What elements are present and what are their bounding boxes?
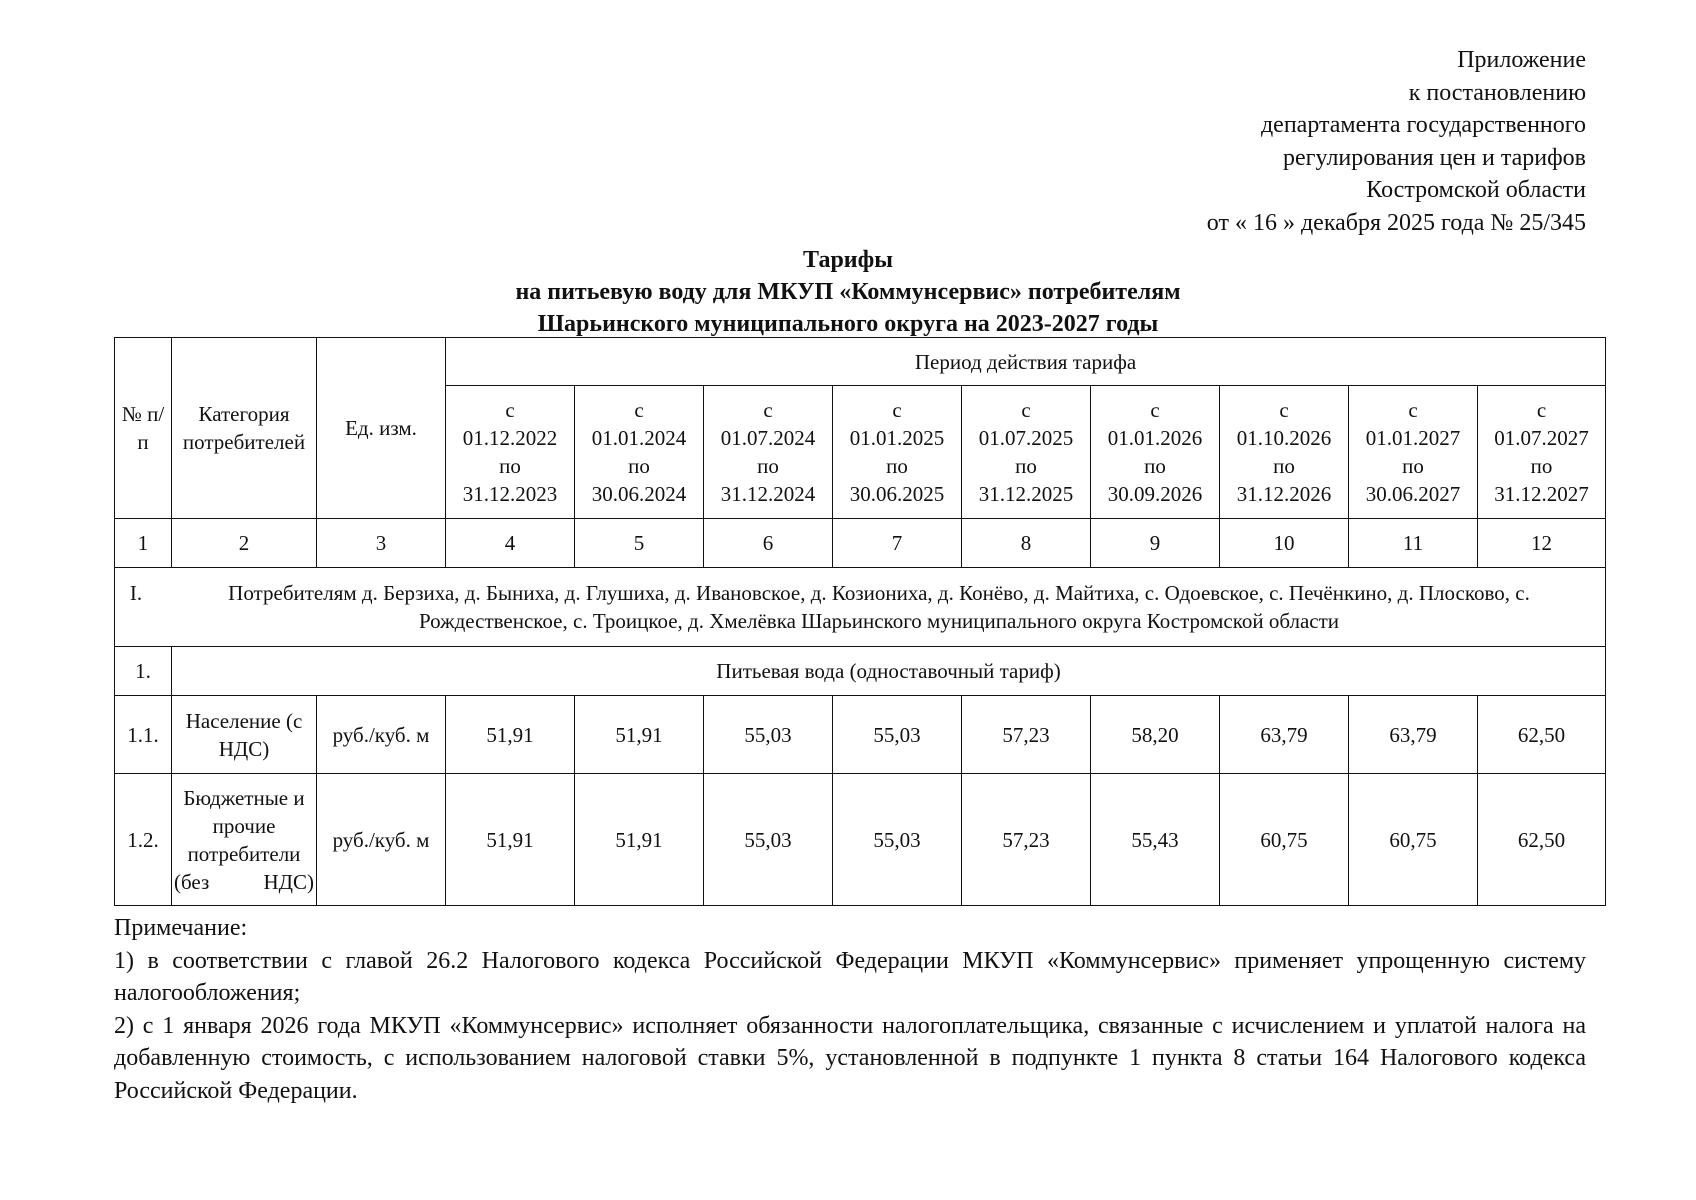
period-from: 01.07.2024 (720, 426, 816, 450)
period-header-cell (575, 386, 704, 519)
approval-line: к постановлению (1408, 79, 1586, 106)
column-number: 12 (1478, 519, 1606, 568)
period-from-label: с (1408, 398, 1418, 422)
period-from: 01.01.2026 (1107, 426, 1203, 450)
notes-block (114, 912, 1586, 1107)
tariff-value: 60,75 (1220, 774, 1349, 906)
tariff-value: 55,03 (704, 696, 833, 774)
note-item: 2) с 1 января 2026 года МКУП «Коммунсервис» исполняет обязанности налогоплательщика, связанные с исчислением и уплатой налога на добавленную стоимость, с использованием налоговой ставки 5%, установленной в подпункте 1 пункта 8 статьи 164 Налогового кодекса Российской Федерации. (114, 1012, 1586, 1104)
header-num: № п/п (115, 338, 172, 519)
period-header-cell (704, 386, 833, 519)
row-category: Бюджетные и прочие потребители (без НДС) (172, 774, 317, 906)
header-category: Категория потребителей (172, 338, 317, 519)
period-header-cell (1091, 386, 1220, 519)
note-item: 1) в соответствии с главой 26.2 Налогового кодекса Российской Федерации МКУП «Коммунсервис» применяет упрощенную систему налогообложения; (114, 947, 1586, 1006)
period-to: 31.12.2024 (720, 482, 816, 506)
tariff-value: 60,75 (1349, 774, 1478, 906)
period-to-label: по (499, 454, 521, 478)
period-to-label: по (1015, 454, 1037, 478)
column-number: 8 (962, 519, 1091, 568)
title-line: Шарьинского муниципального округа на 2023-2027 годы (537, 311, 1159, 337)
period-to-label: по (628, 454, 650, 478)
column-number: 4 (446, 519, 575, 568)
period-header-cell (962, 386, 1091, 519)
period-from: 01.01.2025 (849, 426, 945, 450)
period-from-label: с (1536, 398, 1547, 422)
section-cell (115, 568, 1606, 647)
period-from-label: с (892, 398, 902, 422)
group-row (115, 647, 1606, 696)
period-from: 01.10.2026 (1236, 426, 1332, 450)
column-number: 1 (115, 519, 172, 568)
tariff-value: 62,50 (1478, 774, 1606, 906)
tariff-value: 57,23 (962, 774, 1091, 906)
tariff-value: 63,79 (1220, 696, 1349, 774)
table-row (115, 696, 1606, 774)
period-to: 31.12.2026 (1236, 482, 1332, 506)
section-num: I. (129, 581, 143, 605)
period-from-label: с (1021, 398, 1031, 422)
group-num: 1. (115, 647, 172, 696)
tariff-value: 51,91 (446, 774, 575, 906)
period-from-label: с (1150, 398, 1160, 422)
period-from: 01.07.2025 (978, 426, 1074, 450)
approval-line: Приложение (1457, 47, 1586, 73)
tariff-table (114, 337, 1606, 906)
period-to: 30.06.2027 (1365, 482, 1461, 506)
period-to-label: по (1273, 454, 1295, 478)
tariff-value: 55,03 (833, 774, 962, 906)
approval-block (1207, 44, 1586, 239)
period-to-label: по (886, 454, 908, 478)
row-num: 1.1. (115, 696, 172, 774)
tariff-value: 57,23 (962, 696, 1091, 774)
document-title (0, 244, 1696, 340)
period-from-label: с (505, 398, 515, 422)
tariff-value: 51,91 (575, 774, 704, 906)
column-number: 11 (1349, 519, 1478, 568)
column-number: 2 (172, 519, 317, 568)
section-row (115, 568, 1606, 647)
column-number: 10 (1220, 519, 1349, 568)
period-from-label: с (634, 398, 644, 422)
approval-line: Костромской области (1366, 177, 1586, 203)
period-header-cell (833, 386, 962, 519)
row-num: 1.2. (115, 774, 172, 906)
period-to: 31.12.2023 (462, 482, 558, 506)
row-unit: руб./куб. м (317, 774, 446, 906)
period-header-cell (446, 386, 575, 519)
approval-line: департамента государственного (1260, 112, 1586, 138)
group-label: Питьевая вода (одноставочный тариф) (172, 647, 1606, 696)
period-to: 31.12.2027 (1494, 482, 1589, 506)
period-to-label: по (1530, 454, 1553, 478)
period-from: 01.01.2027 (1365, 426, 1461, 450)
period-to-label: по (757, 454, 779, 478)
period-to-label: по (1144, 454, 1166, 478)
title-line: Тарифы (803, 247, 893, 273)
section-text: Потребителям д. Берзиха, д. Быниха, д. Глушиха, д. Ивановское, д. Козиониха, д. Конёво, д. Майтиха, с. Одоевское, с. Печёнкино, д. Плосково, с. Рождественское, с. Троицкое, д. Хмелёвка Шарьинского муниципального округа Костромской области (228, 581, 1530, 633)
period-to: 30.09.2026 (1107, 482, 1203, 506)
tariff-value: 51,91 (446, 696, 575, 774)
tariff-value: 55,43 (1091, 774, 1220, 906)
period-from: 01.12.2022 (462, 426, 558, 450)
table-row (115, 774, 1606, 906)
tariff-value: 58,20 (1091, 696, 1220, 774)
column-number: 6 (704, 519, 833, 568)
header-unit: Ед. изм. (317, 338, 446, 519)
period-from: 01.01.2024 (591, 426, 687, 450)
period-from-label: с (1279, 398, 1289, 422)
period-to: 30.06.2025 (849, 482, 945, 506)
tariff-value: 63,79 (1349, 696, 1478, 774)
column-number: 5 (575, 519, 704, 568)
period-header-cell (1349, 386, 1478, 519)
period-to: 30.06.2024 (591, 482, 687, 506)
title-line: на питьевую воду для МКУП «Коммунсервис» потребителям (515, 279, 1181, 305)
header-period: Период действия тарифа (446, 338, 1606, 386)
approval-date-line: от « 16 » декабря 2025 года № 25/345 (1206, 209, 1586, 236)
period-from-label: с (763, 398, 773, 422)
column-number: 3 (317, 519, 446, 568)
tariff-value: 62,50 (1478, 696, 1606, 774)
period-header-cell (1220, 386, 1349, 519)
notes-heading: Примечание: (114, 915, 248, 941)
tariff-value: 55,03 (833, 696, 962, 774)
column-number: 9 (1091, 519, 1220, 568)
column-number-row (115, 519, 1606, 568)
row-unit: руб./куб. м (317, 696, 446, 774)
column-number: 7 (833, 519, 962, 568)
tariff-value: 51,91 (575, 696, 704, 774)
approval-line: регулирования цен и тарифов (1283, 144, 1586, 171)
row-category: Население (с НДС) (172, 696, 317, 774)
period-to-label: по (1402, 454, 1424, 478)
period-from: 01.07.2027 (1494, 426, 1589, 450)
period-to: 31.12.2025 (978, 482, 1074, 506)
tariff-value: 55,03 (704, 774, 833, 906)
period-header-cell (1478, 386, 1606, 519)
